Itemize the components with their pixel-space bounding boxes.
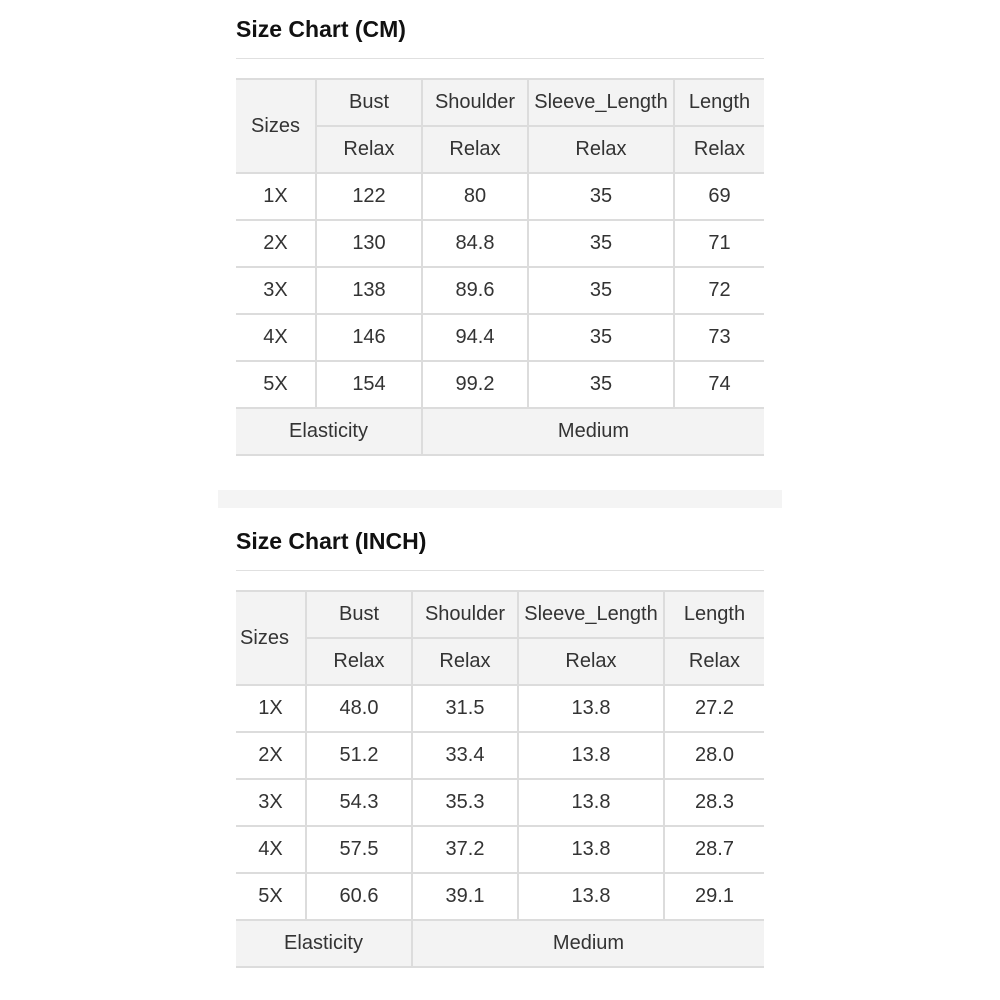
table-cell: 94.4: [422, 314, 528, 361]
table-cell: 37.2: [412, 826, 518, 873]
subheader-cell: Relax: [664, 638, 764, 685]
header-row: [236, 79, 764, 126]
table-row: [236, 361, 764, 408]
table-cell: 80: [422, 173, 528, 220]
footer-row: [236, 408, 764, 455]
table-cell: 138: [316, 267, 422, 314]
table-cell: 13.8: [518, 779, 664, 826]
table-cell: 35: [528, 220, 674, 267]
size-cell: 4X: [236, 314, 316, 361]
size-cell: 1X: [236, 685, 306, 732]
elasticity-value: Medium: [412, 920, 764, 967]
subheader-cell: Relax: [518, 638, 664, 685]
table-cell: 35: [528, 314, 674, 361]
table-cell: 146: [316, 314, 422, 361]
section-separator: [218, 490, 782, 508]
column-header-shoulder: Shoulder: [412, 591, 518, 638]
subheader-cell: Relax: [528, 126, 674, 173]
size-cell: 1X: [236, 173, 316, 220]
table-cell: 13.8: [518, 873, 664, 920]
table-cell: 39.1: [412, 873, 518, 920]
size-cell: 5X: [236, 873, 306, 920]
table-cell: 31.5: [412, 685, 518, 732]
table-cell: 35: [528, 267, 674, 314]
table-cell: 33.4: [412, 732, 518, 779]
table-row: [236, 826, 764, 873]
column-header-length: Length: [664, 591, 764, 638]
table-cell: 13.8: [518, 685, 664, 732]
table-cell: 73: [674, 314, 764, 361]
table-row: [236, 685, 764, 732]
subheader-row: [236, 126, 764, 173]
chart-title-inch: Size Chart (INCH): [236, 528, 427, 554]
table-cell: 57.5: [306, 826, 412, 873]
title-divider: [236, 58, 764, 59]
subheader-cell: Relax: [412, 638, 518, 685]
size-cell: 3X: [236, 779, 306, 826]
table-cell: 154: [316, 361, 422, 408]
size-cell: 5X: [236, 361, 316, 408]
size-cell: 2X: [236, 732, 306, 779]
subheader-cell: Relax: [316, 126, 422, 173]
column-header-sleeve-length: Sleeve_Length: [528, 79, 674, 126]
elasticity-label: Elasticity: [236, 920, 412, 967]
table-cell: 60.6: [306, 873, 412, 920]
chart-title-cm: Size Chart (CM): [236, 16, 406, 42]
sizes-header: Sizes: [236, 591, 306, 685]
column-header-length: Length: [674, 79, 764, 126]
elasticity-value: Medium: [422, 408, 764, 455]
table-row: [236, 732, 764, 779]
subheader-cell: Relax: [306, 638, 412, 685]
table-cell: 35.3: [412, 779, 518, 826]
table-cell: 69: [674, 173, 764, 220]
column-header-bust: Bust: [306, 591, 412, 638]
table-cell: 71: [674, 220, 764, 267]
size-cell: 3X: [236, 267, 316, 314]
size-table-inch: [236, 590, 764, 968]
table-cell: 28.0: [664, 732, 764, 779]
table-cell: 89.6: [422, 267, 528, 314]
table-cell: 54.3: [306, 779, 412, 826]
table-cell: 51.2: [306, 732, 412, 779]
table-row: [236, 220, 764, 267]
table-cell: 28.7: [664, 826, 764, 873]
table-cell: 29.1: [664, 873, 764, 920]
sizes-header: Sizes: [236, 79, 316, 173]
table-cell: 99.2: [422, 361, 528, 408]
table-cell: 27.2: [664, 685, 764, 732]
elasticity-label: Elasticity: [236, 408, 422, 455]
header-row: [236, 591, 764, 638]
table-cell: 13.8: [518, 826, 664, 873]
table-row: [236, 779, 764, 826]
table-row: [236, 267, 764, 314]
column-header-sleeve-length: Sleeve_Length: [518, 591, 664, 638]
table-cell: 35: [528, 361, 674, 408]
column-header-bust: Bust: [316, 79, 422, 126]
subheader-cell: Relax: [422, 126, 528, 173]
table-cell: 74: [674, 361, 764, 408]
subheader-row: [236, 638, 764, 685]
table-cell: 72: [674, 267, 764, 314]
size-table-cm: [236, 78, 764, 456]
size-cell: 2X: [236, 220, 316, 267]
table-cell: 35: [528, 173, 674, 220]
table-cell: 28.3: [664, 779, 764, 826]
column-header-shoulder: Shoulder: [422, 79, 528, 126]
table-row: [236, 314, 764, 361]
table-cell: 48.0: [306, 685, 412, 732]
table-cell: 122: [316, 173, 422, 220]
size-cell: 4X: [236, 826, 306, 873]
table-cell: 84.8: [422, 220, 528, 267]
footer-row: [236, 920, 764, 967]
table-row: [236, 873, 764, 920]
table-row: [236, 173, 764, 220]
table-cell: 130: [316, 220, 422, 267]
subheader-cell: Relax: [674, 126, 764, 173]
title-divider: [236, 570, 764, 571]
table-cell: 13.8: [518, 732, 664, 779]
